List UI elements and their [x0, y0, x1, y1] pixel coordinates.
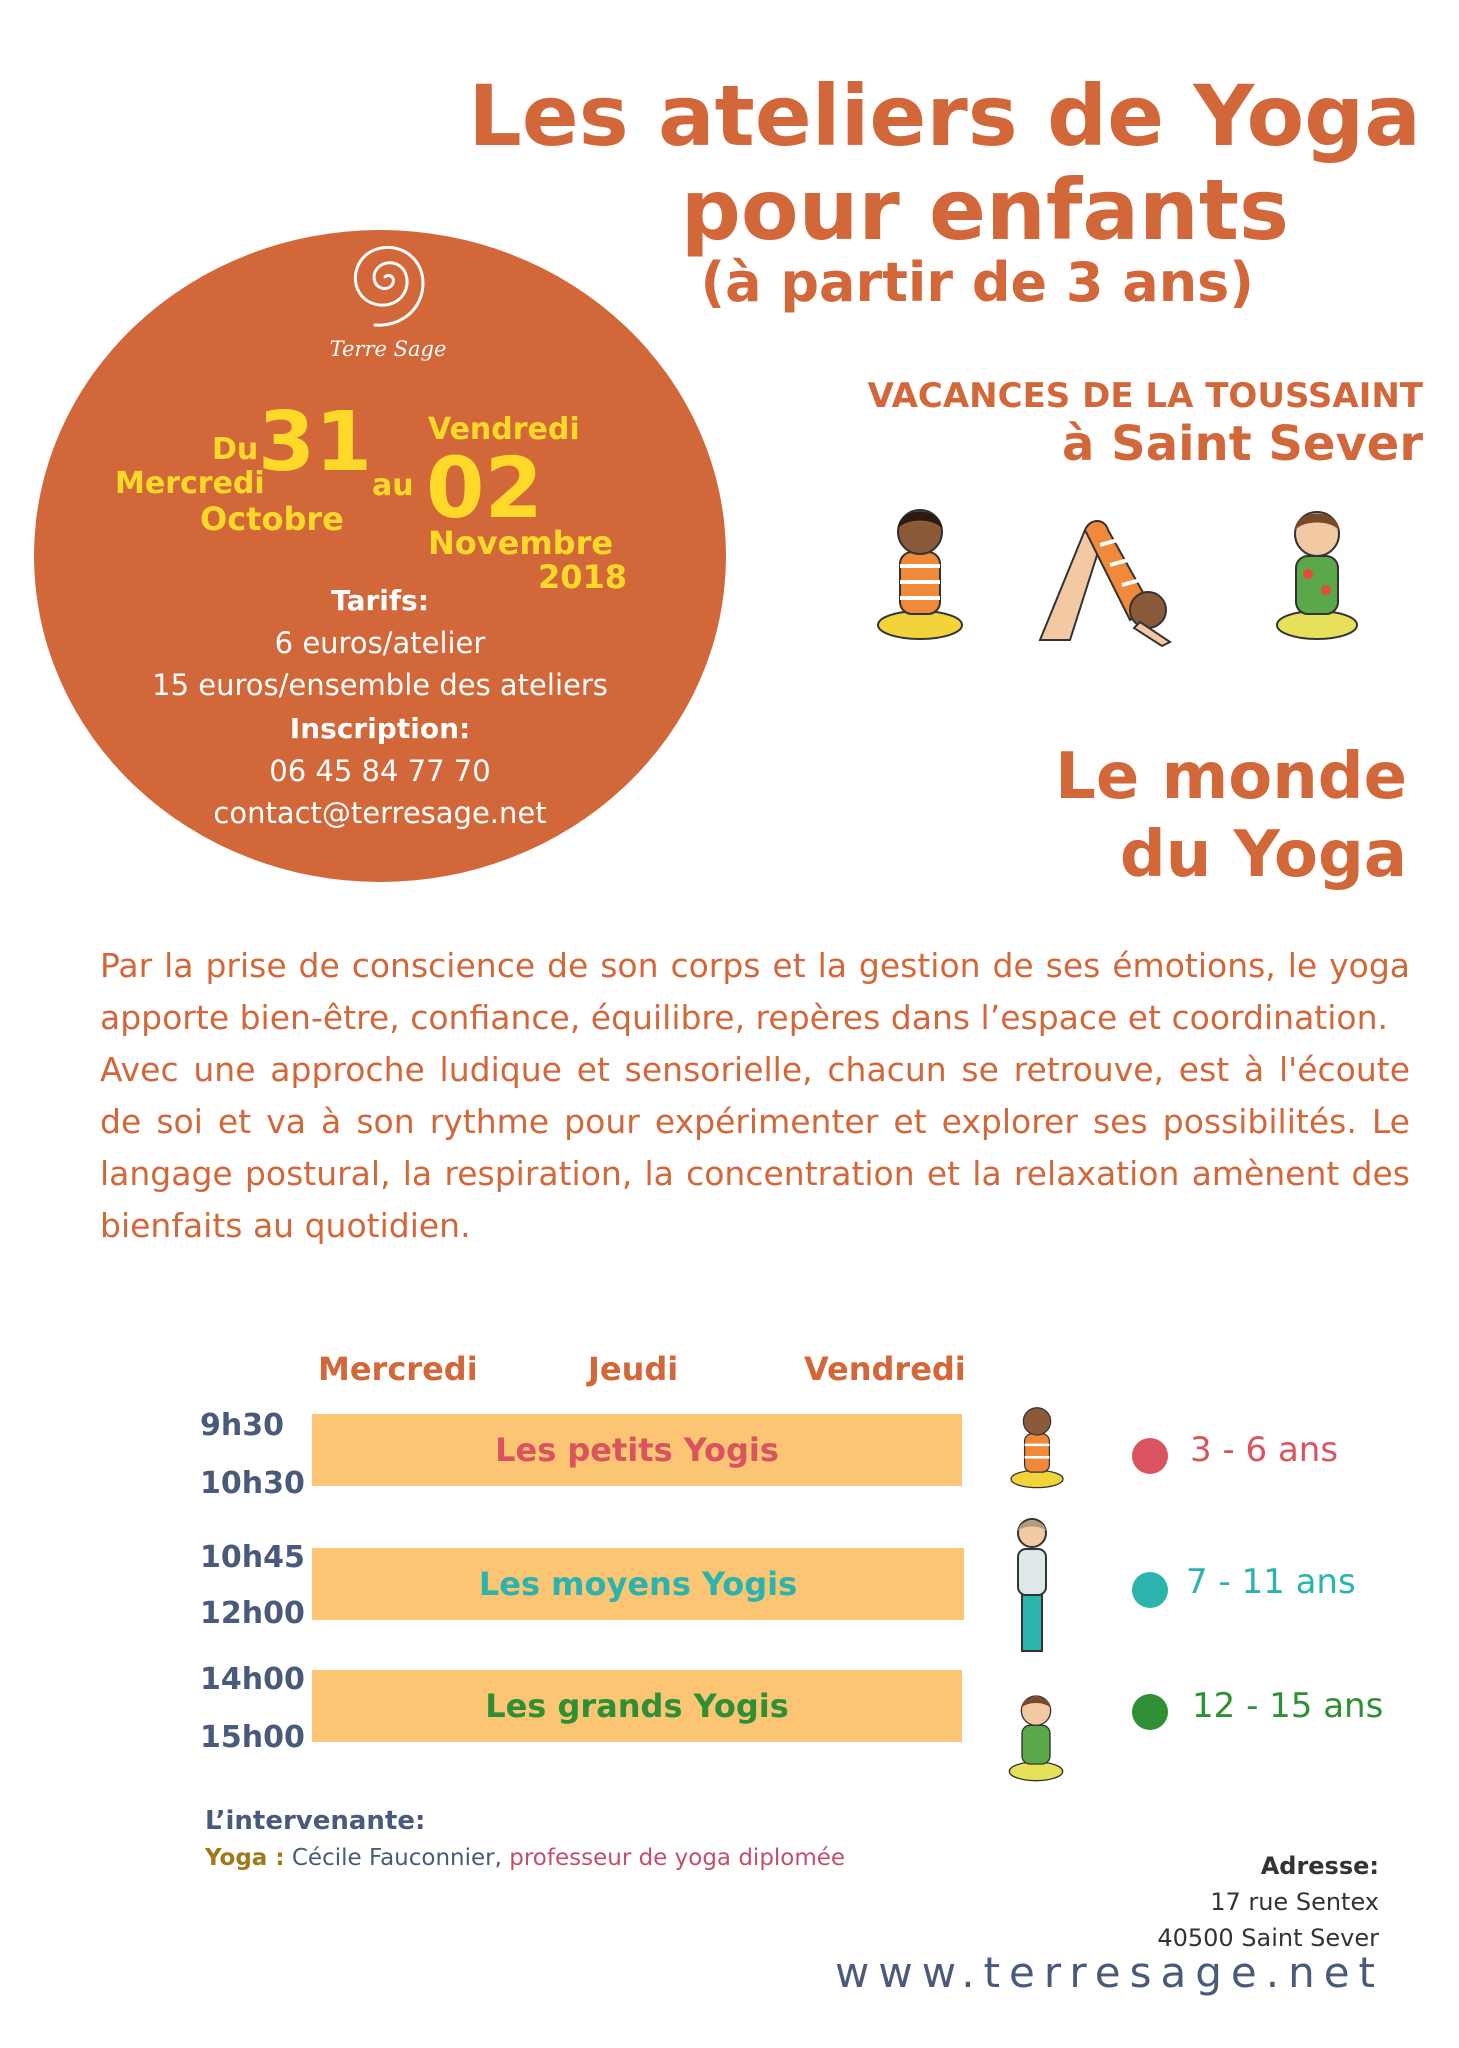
intervenante-name: Cécile Fauconnier,: [284, 1845, 510, 1871]
to-month: Novembre: [428, 524, 614, 562]
intervenante-label: L’intervenante:: [205, 1806, 426, 1836]
session-1-age: 3 - 6 ans: [1190, 1430, 1339, 1470]
session-3-start: 14h00: [200, 1662, 305, 1697]
session-2-label: Les moyens Yogis: [478, 1565, 798, 1603]
session-2-bar: [312, 1548, 964, 1620]
website-link[interactable]: www.terresage.net: [835, 1948, 1384, 1997]
email-link[interactable]: contact@terresage.net: [213, 796, 547, 830]
tarif-2: 15 euros/ensemble des ateliers: [152, 668, 608, 702]
year: 2018: [538, 558, 628, 596]
address-city: 40500 Saint Sever: [1157, 1924, 1379, 1952]
intervenante-discipline: Yoga :: [205, 1845, 285, 1871]
title-line-3: (à partir de 3 ans): [700, 251, 1254, 314]
phone: 06 45 84 77 70: [269, 754, 491, 788]
section-title-line-2: du Yoga: [1119, 818, 1407, 893]
vacances-line-1: VACANCES DE LA TOUSSAINT: [867, 376, 1423, 416]
spiral-logo-icon: [305, 215, 465, 345]
child-standing-icon: [1004, 1515, 1060, 1655]
session-2-age: 7 - 11 ans: [1186, 1562, 1356, 1602]
section-title-line-1: Le monde: [1055, 740, 1407, 814]
tarif-1: 6 euros/atelier: [274, 626, 486, 660]
to-weekday: Vendredi: [428, 412, 580, 447]
child-small-icon: [1006, 1398, 1068, 1498]
to-day: 02: [426, 439, 543, 537]
session-3-bar: [312, 1670, 962, 1742]
address-label: Adresse:: [1260, 1852, 1379, 1880]
child-downward-dog-icon: [1030, 510, 1180, 650]
session-3-age: 12 - 15 ans: [1192, 1686, 1384, 1726]
from-weekday: Mercredi: [115, 466, 265, 501]
session-1-label: Les petits Yogis: [495, 1431, 779, 1469]
tarifs-label: Tarifs:: [331, 584, 429, 617]
day-vendredi: Vendredi: [804, 1350, 966, 1388]
session-1-bar: [312, 1414, 962, 1486]
intervenante-line: [205, 1845, 845, 1871]
day-mercredi: Mercredi: [318, 1350, 478, 1388]
from-month: Octobre: [200, 500, 344, 538]
description-paragraph-2: Avec une approche ludique et sensorielle, chacun se retrouve, est à l'écoute de soi et va à son rythme pour expérimenter et explorer ses possibilités. Le langage postural, la respiration, la concentration et la relaxation amènent des bienfaits au quotidien.: [100, 1050, 1410, 1245]
description-paragraph-1: Par la prise de conscience de son corps et la gestion de ses émotions, le yoga apporte bien-être, confiance, équilibre, repères dans l’espace et coordination.: [100, 946, 1410, 1037]
session-3-end: 15h00: [200, 1720, 305, 1755]
inscription-label: Inscription:: [289, 712, 471, 745]
logo-text: Terre Sage: [329, 337, 447, 361]
address-street: 17 rue Sentex: [1210, 1888, 1379, 1916]
session-1-start: 9h30: [200, 1408, 284, 1443]
title-line-1: Les ateliers de Yoga: [468, 67, 1421, 165]
vacances-line-2: à Saint Sever: [1062, 416, 1423, 472]
age-dot-red: [1132, 1438, 1168, 1474]
section-title: [1055, 738, 1407, 894]
to-word: au: [372, 468, 414, 503]
title-line-2: pour enfants: [680, 161, 1289, 259]
description: [100, 940, 1410, 1252]
session-3-label: Les grands Yogis: [485, 1687, 789, 1725]
session-2-start: 10h45: [200, 1540, 305, 1575]
from-day: 31: [258, 395, 373, 490]
child-meditating-icon: [1272, 500, 1362, 650]
day-jeudi: Jeudi: [588, 1350, 679, 1388]
from-word: Du: [212, 432, 259, 467]
session-1-end: 10h30: [200, 1466, 305, 1501]
age-dot-teal: [1132, 1572, 1168, 1608]
intervenante-role: professeur de yoga diplomée: [509, 1845, 846, 1871]
child-meditating-small-icon: [1004, 1688, 1068, 1788]
child-sitting-icon: [870, 500, 970, 650]
address-block: [1157, 1848, 1379, 1956]
age-dot-green: [1132, 1694, 1168, 1730]
session-2-end: 12h00: [200, 1596, 305, 1631]
